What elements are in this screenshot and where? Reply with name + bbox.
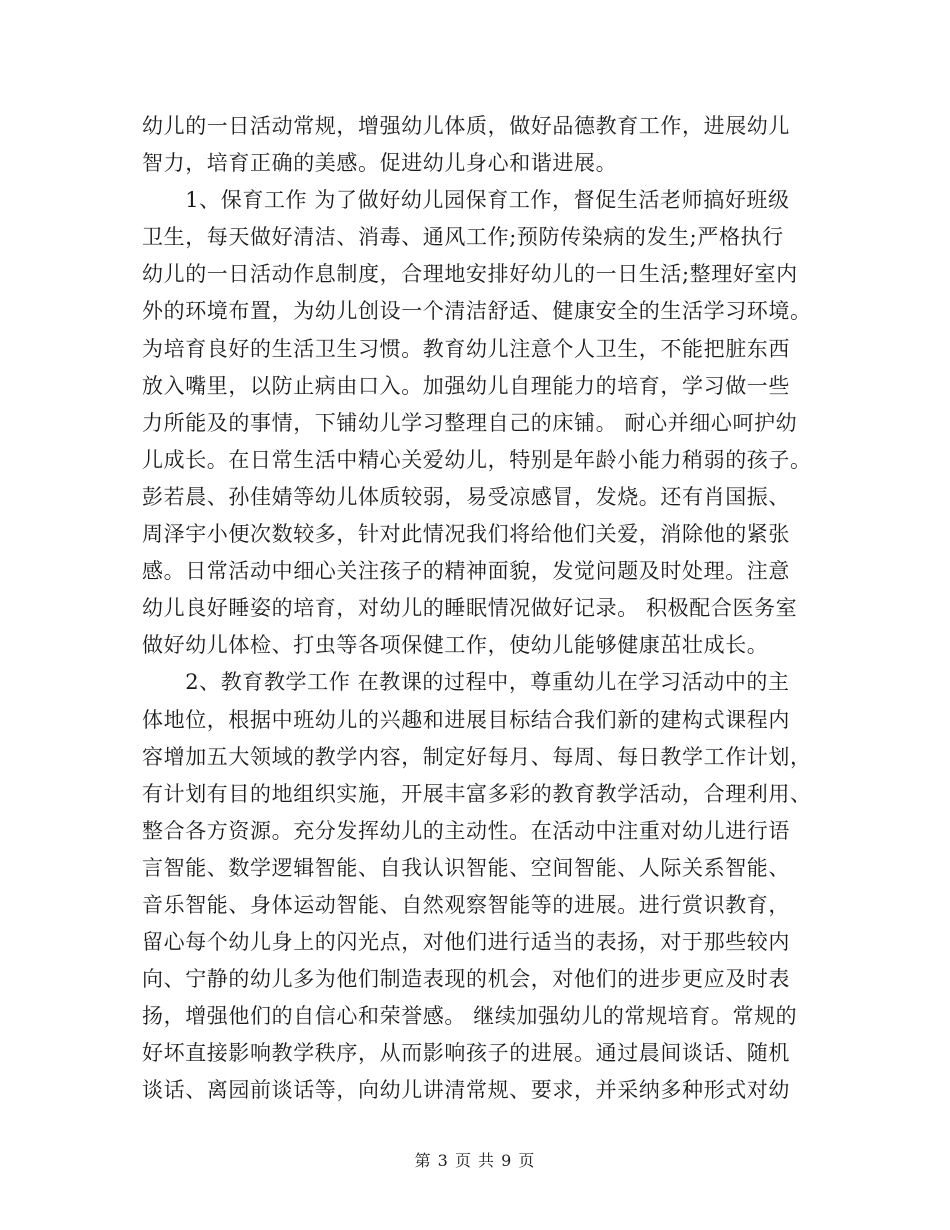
text-line: 音乐智能、身体运动智能、自然观察智能等的进展。进行赏识教育， — [142, 892, 790, 917]
text-line: 力所能及的事情，下铺幼儿学习整理自己的床铺。 耐心并细心呵护幼 — [142, 410, 798, 435]
text-line: 放入嘴里，以防止病由口入。加强幼儿自理能力的培育，学习做一些 — [142, 373, 790, 398]
text-line: 谈话、离园前谈话等，向幼儿讲清常规、要求，并采纳多种形式对幼 — [142, 1078, 790, 1103]
text-line: 好坏直接影响教学秩序，从而影响孩子的进展。通过晨间谈话、随机 — [142, 1041, 790, 1066]
text-line: 幼儿的一日活动常规，增强幼儿体质，做好品德教育工作，进展幼儿 — [142, 114, 790, 138]
text-line: 向、宁静的幼儿多为他们制造表现的机会，对他们的进步更应及时表 — [142, 967, 790, 992]
text-line: 卫生，每天做好清洁、消毒、通风工作;预防传染病的发生;严格执行 — [142, 225, 784, 250]
text-line: 留心每个幼儿身上的闪光点，对他们进行适当的表扬，对于那些较内 — [142, 930, 790, 955]
text-line: 体地位，根据中班幼儿的兴趣和进展目标结合我们新的建构式课程内 — [142, 707, 790, 732]
paragraph-teaching-work — [142, 664, 814, 1109]
text-line: 周泽宇小便次数较多，针对此情况我们将给他们关爱，消除他的紧张 — [142, 522, 790, 547]
text-line: 智力，培育正确的美感。促进幼儿身心和谐进展。 — [142, 151, 618, 176]
text-line: 扬，增强他们的自信心和荣誉感。 继续加强幼儿的常规培育。常规的 — [142, 1004, 798, 1029]
text-line: 幼儿的一日活动作息制度，合理地安排好幼儿的一日生活;整理好室内 — [142, 262, 798, 287]
text-line: 有计划有目的地组织实施，开展丰富多彩的教育教学活动，合理利用、 — [142, 781, 812, 806]
text-line: 儿成长。在日常生活中精心关爱幼儿，特别是年龄小能力稍弱的孩子。 — [142, 447, 812, 472]
text-line: 感。日常活动中细心关注孩子的精神面貌，发觉问题及时处理。注意 — [142, 559, 790, 584]
text-line: 幼儿良好睡姿的培育，对幼儿的睡眠情况做好记录。 积极配合医务室 — [142, 596, 798, 621]
text-line: 言智能、数学逻辑智能、自我认识智能、空间智能、人际关系智能、 — [142, 855, 790, 880]
text-line: 2、教育教学工作 在教课的过程中，尊重幼儿在学习活动中的主 — [142, 670, 790, 695]
text-line: 1、保育工作 为了做好幼儿园保育工作，督促生活老师搞好班级 — [142, 188, 790, 213]
text-line: 为培育良好的生活卫生习惯。教育幼儿注意个人卫生，不能把脏东西 — [142, 336, 790, 361]
document-body — [142, 108, 814, 1110]
paragraph-care-work — [142, 182, 814, 664]
page-number: 第 3 页 共 9 页 — [414, 1151, 536, 1170]
text-line: 整合各方资源。充分发挥幼儿的主动性。在活动中注重对幼儿进行语 — [142, 818, 790, 843]
paragraph-intro — [142, 108, 814, 182]
text-line: 容增加五大领域的教学内容，制定好每月、每周、每日教学工作计划， — [142, 744, 812, 769]
text-line: 做好幼儿体检、打虫等各项保健工作，使幼儿能够健康茁壮成长。 — [142, 633, 769, 658]
text-line: 彭若晨、孙佳婧等幼儿体质较弱，易受凉感冒，发烧。还有肖国振、 — [142, 484, 790, 509]
text-line: 外的环境布置，为幼儿创设一个清洁舒适、健康安全的生活学习环境。 — [142, 299, 812, 324]
